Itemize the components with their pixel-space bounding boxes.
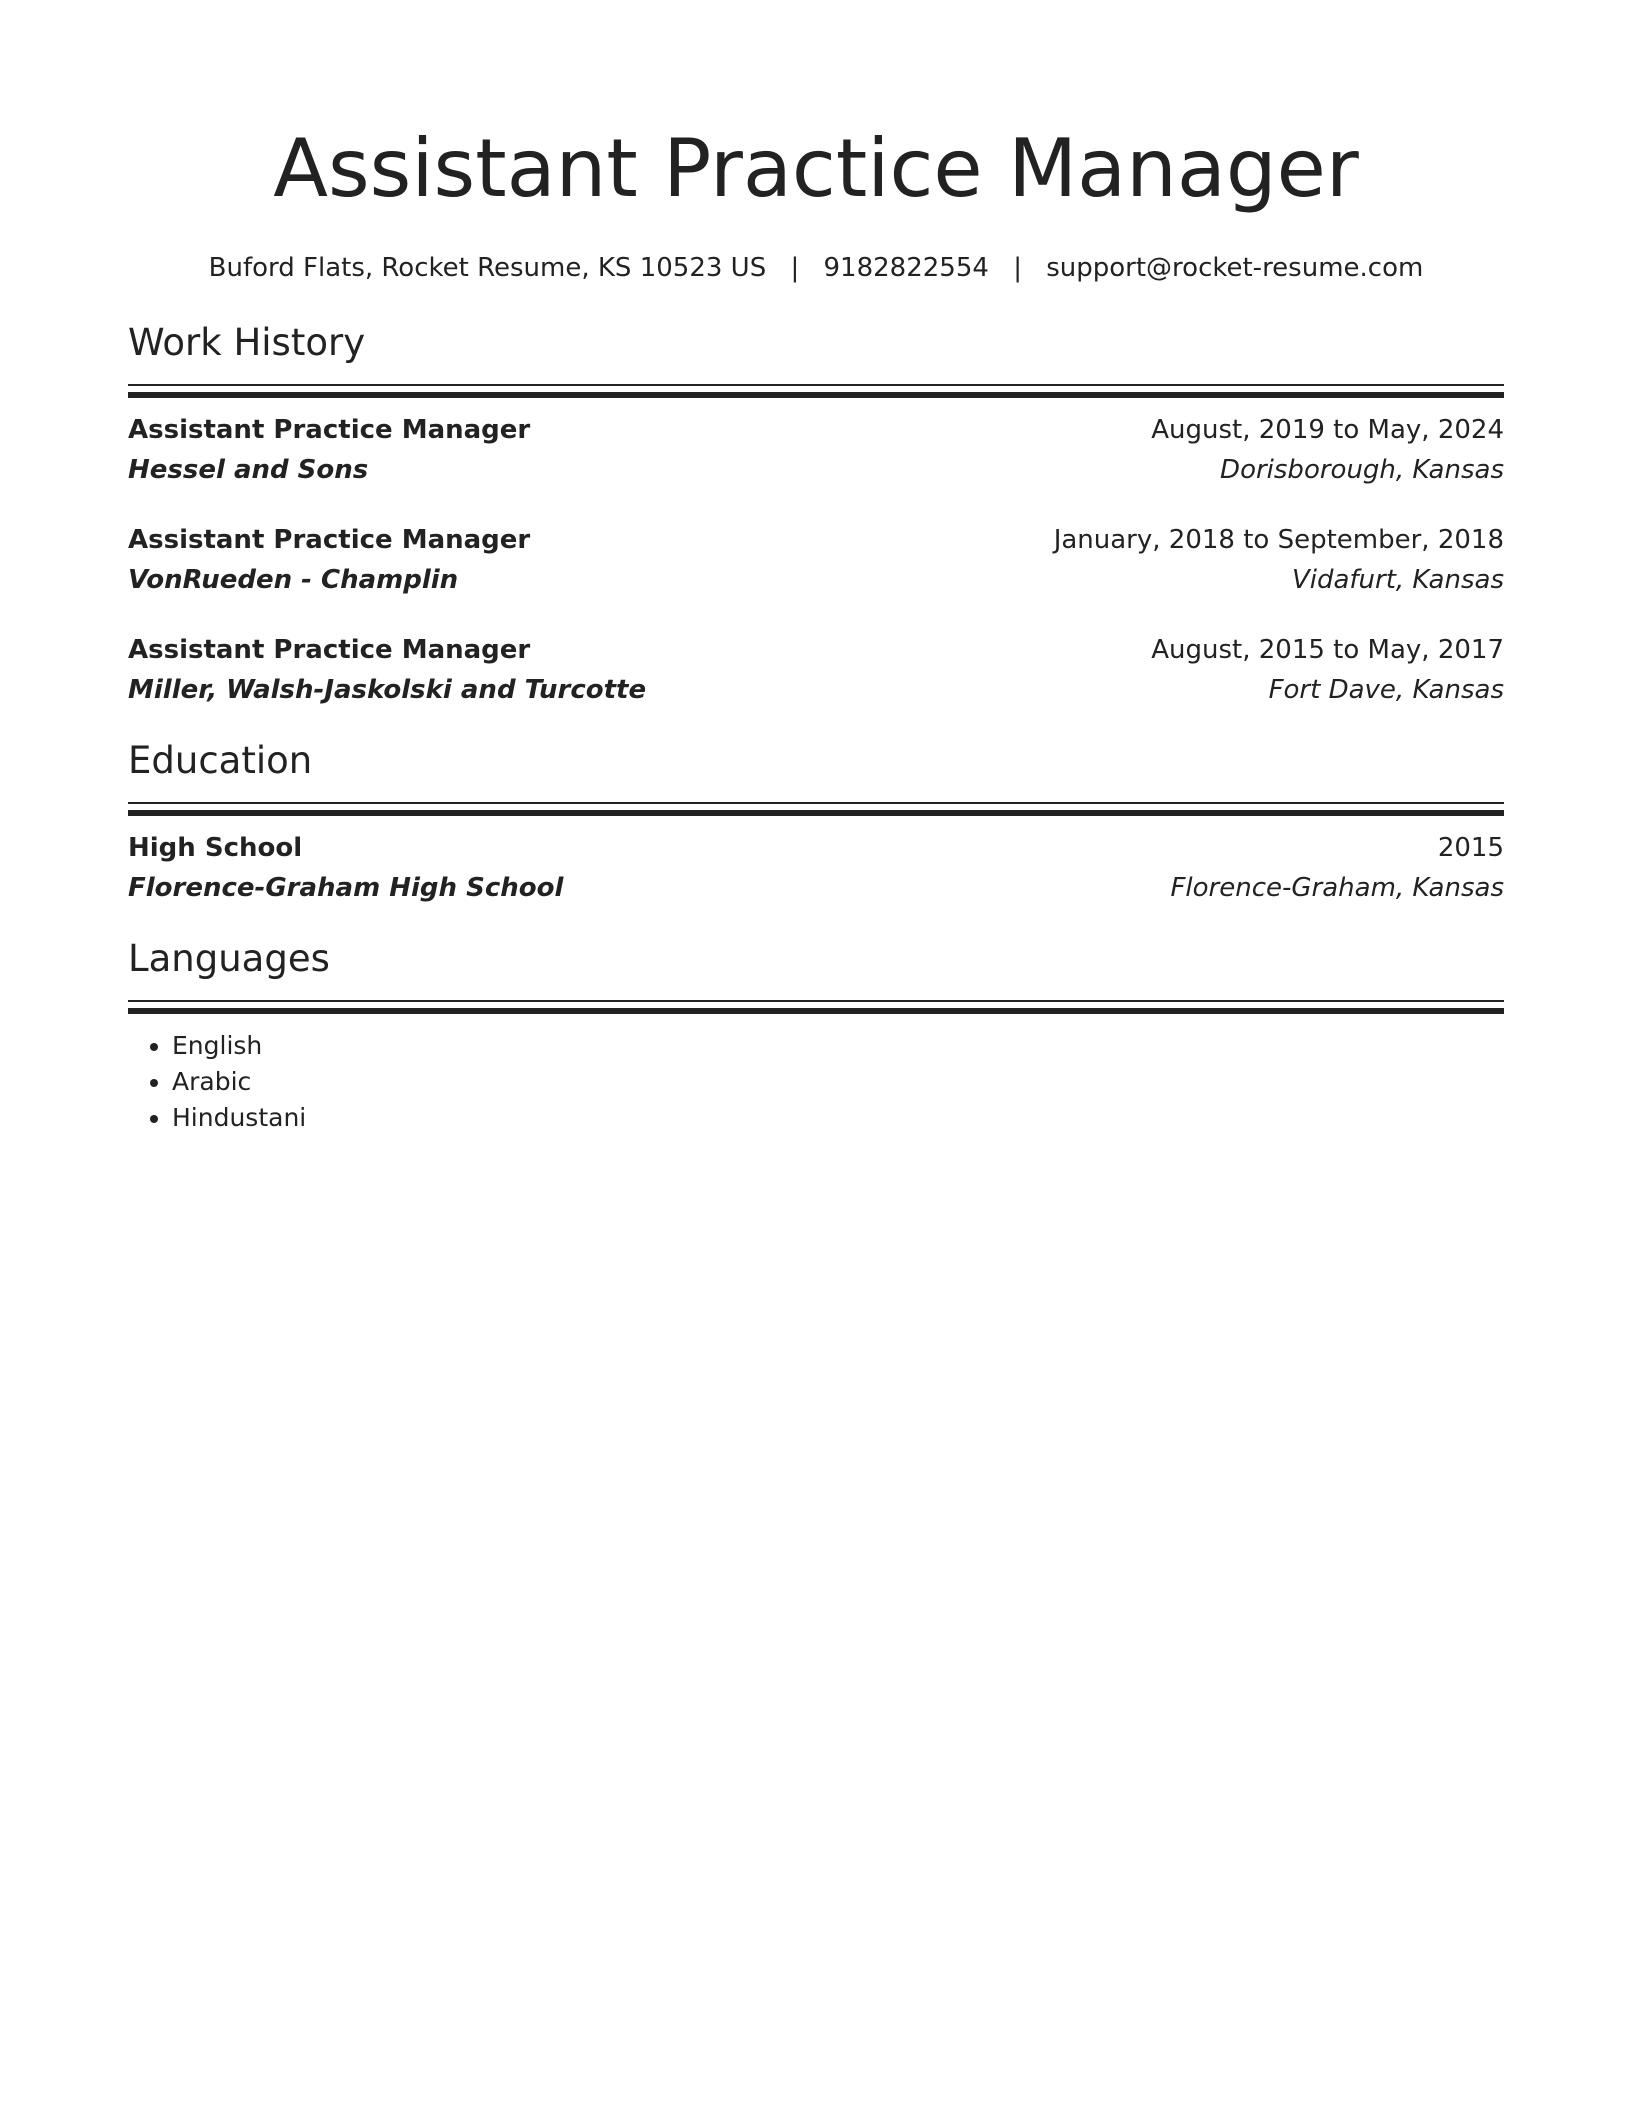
job-title: Assistant Practice Manager xyxy=(128,635,531,665)
contact-email: support@rocket-resume.com xyxy=(1046,253,1424,283)
work-entry xyxy=(128,520,1504,600)
work-entry xyxy=(128,410,1504,490)
job-location: Vidafurt, Kansas xyxy=(1291,565,1504,595)
education-location: Florence-Graham, Kansas xyxy=(1170,873,1504,903)
education-year: 2015 xyxy=(1437,833,1504,863)
contact-phone: 9182822554 xyxy=(823,253,989,283)
list-item: • Arabic xyxy=(172,1064,1504,1100)
job-dates: August, 2015 to May, 2017 xyxy=(1151,635,1504,665)
job-company: VonRueden - Champlin xyxy=(128,565,459,595)
languages-section xyxy=(128,936,1504,1136)
resume-name: Assistant Practice Manager xyxy=(273,122,1359,215)
job-title: Assistant Practice Manager xyxy=(128,525,531,555)
job-location: Dorisborough, Kansas xyxy=(1220,455,1504,485)
languages-heading: Languages xyxy=(128,937,330,980)
section-rule-thin xyxy=(128,1000,1504,1002)
work-entry xyxy=(128,630,1504,710)
section-rule-thick xyxy=(128,1008,1504,1014)
job-dates: August, 2019 to May, 2024 xyxy=(1151,415,1504,445)
job-company: Miller, Walsh-Jaskolski and Turcotte xyxy=(128,675,647,705)
education-heading: Education xyxy=(128,739,313,782)
education-section xyxy=(128,738,1504,908)
contact-separator: | xyxy=(1013,253,1022,283)
section-rule-thick xyxy=(128,810,1504,816)
job-dates: January, 2018 to September, 2018 xyxy=(1053,525,1504,555)
education-degree: High School xyxy=(128,833,303,863)
section-rule-thin xyxy=(128,384,1504,386)
section-rule-thin xyxy=(128,802,1504,804)
contact-line xyxy=(128,252,1504,284)
list-item: • Hindustani xyxy=(172,1100,1504,1136)
job-title: Assistant Practice Manager xyxy=(128,415,531,445)
contact-address: Buford Flats, Rocket Resume, KS 10523 US xyxy=(208,253,767,283)
job-location: Fort Dave, Kansas xyxy=(1268,675,1504,705)
languages-list xyxy=(128,1028,1504,1136)
education-entry xyxy=(128,828,1504,908)
work-history-section xyxy=(128,320,1504,710)
work-history-heading: Work History xyxy=(128,321,366,364)
job-company: Hessel and Sons xyxy=(128,455,369,485)
contact-separator: | xyxy=(790,253,800,283)
education-school: Florence-Graham High School xyxy=(128,873,564,903)
list-item: • English xyxy=(172,1028,1504,1064)
section-rule-thick xyxy=(128,392,1504,398)
